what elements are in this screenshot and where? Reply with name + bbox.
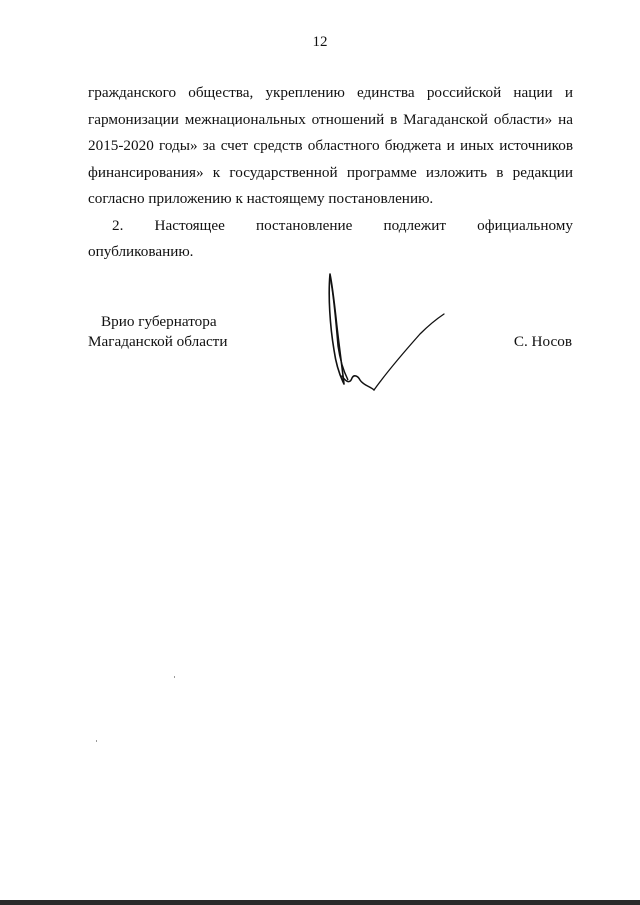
page-number: 12: [312, 34, 328, 50]
text-line: 2015-2020 годы» за счет средств областного бюджета и иных источников: [88, 137, 573, 154]
scan-artifact: [96, 740, 97, 742]
text-line: гражданского общества, укреплению единства российской нации и: [88, 84, 573, 101]
handwritten-signature: [316, 266, 456, 398]
scan-bottom-edge: [0, 900, 640, 905]
signer-name: С. Носов: [513, 333, 572, 350]
signature-position: [88, 312, 227, 352]
signer-position-line-1: Врио губернатора: [101, 313, 217, 330]
signer-position-line-2: Магаданской области: [88, 333, 228, 350]
text-line: 2. Настоящее постановление подлежит официальному: [112, 216, 573, 234]
text-line: гармонизации межнациональных отношений в Магаданской области» на: [88, 110, 573, 128]
scan-artifact: [174, 676, 175, 678]
text-line: опубликованию.: [88, 243, 194, 260]
document-body: [88, 80, 573, 266]
text-line: согласно приложению к настоящему постановлению.: [88, 190, 434, 207]
text-line: финансирования» к государственной программе изложить в редакции: [88, 163, 573, 181]
